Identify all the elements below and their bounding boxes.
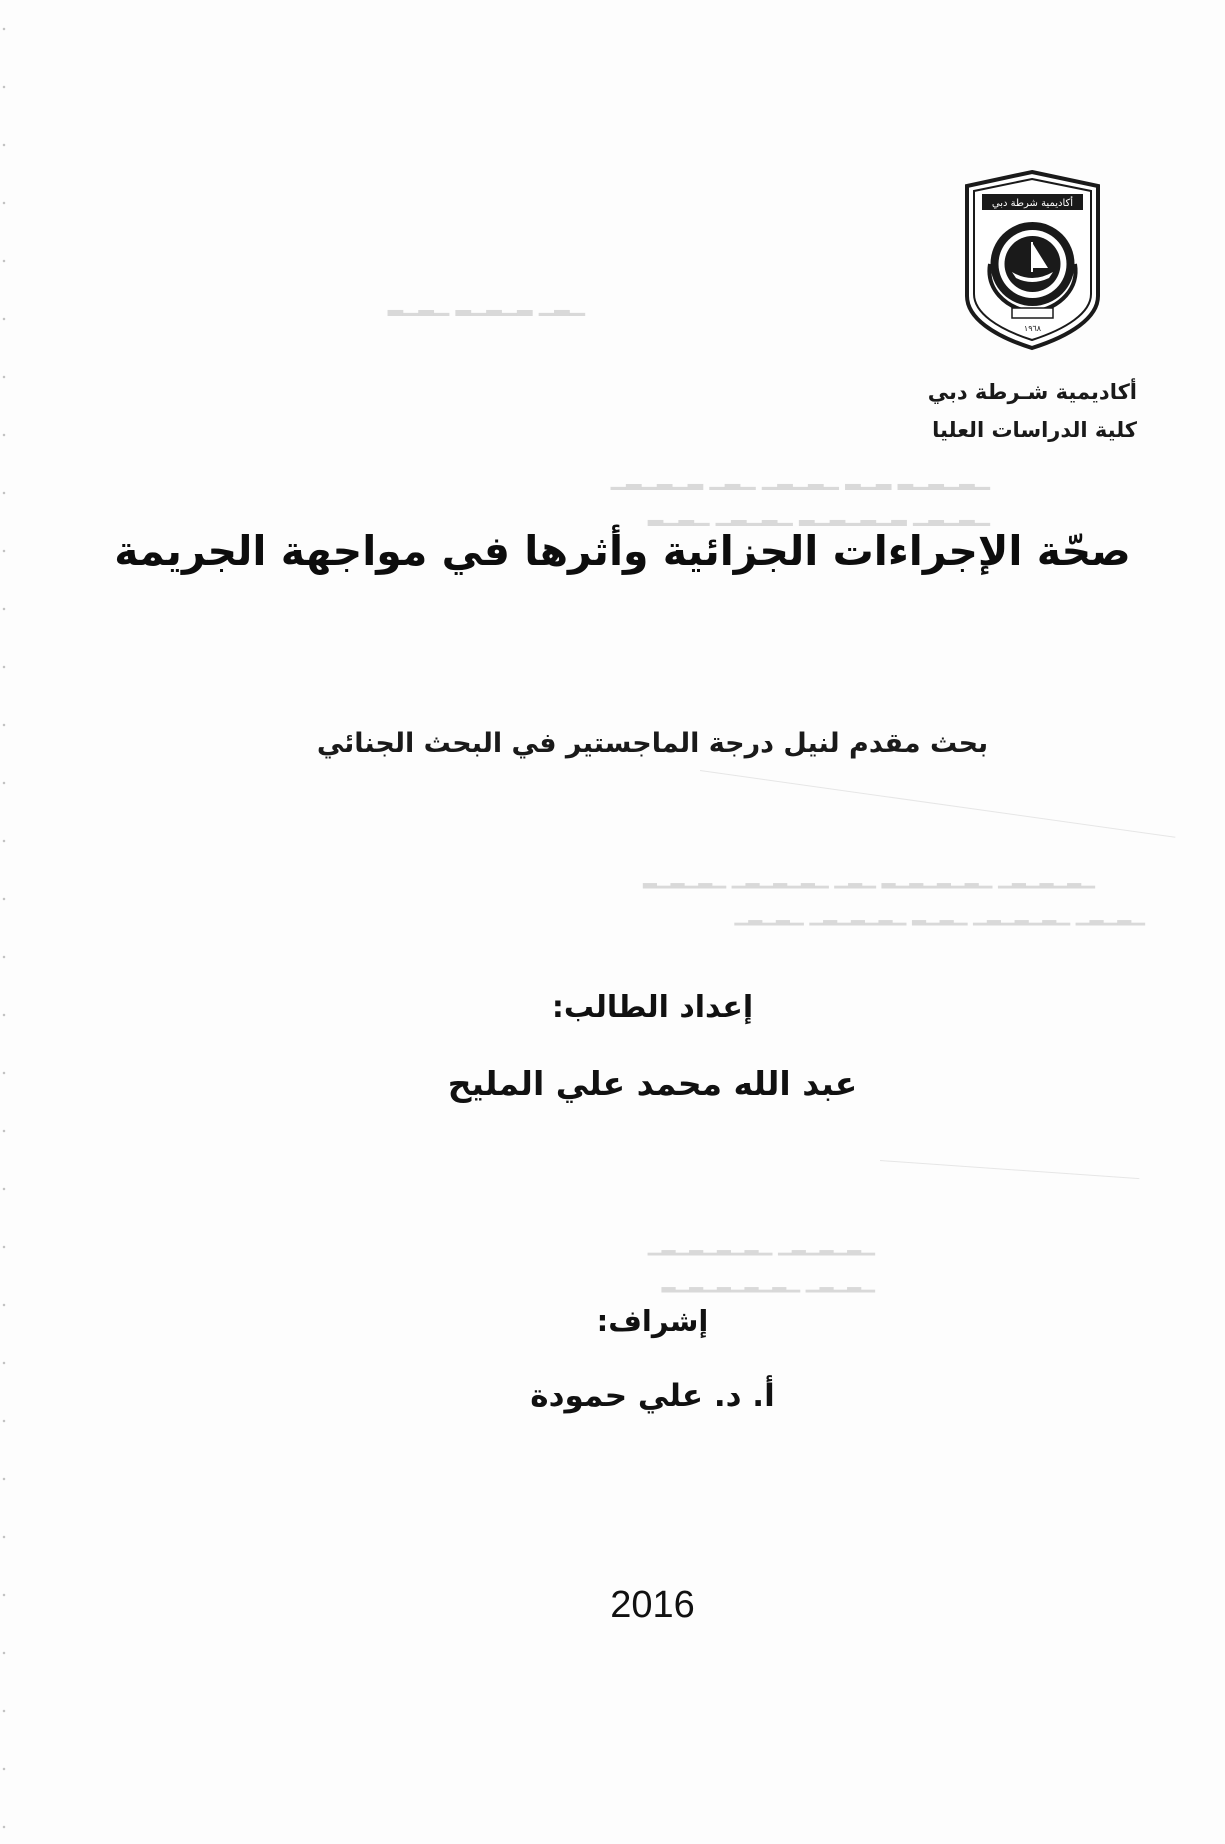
paper-scuff: [880, 1160, 1139, 1179]
paper-scuff: [700, 770, 1175, 838]
dubai-police-academy-emblem-icon: [960, 168, 1105, 351]
bleed-through-line: ▁▂▁▂▁▂▁ ▁▂▁▂▁▂▁▂ ▁▂▁ ▁▂▁▂▁▂▁ ▁▂▁▂▁▂: [642, 868, 1095, 889]
thesis-title: صحّة الإجراءات الجزائية وأثرها في مواجهة الجريمة: [114, 527, 1131, 575]
bleed-through-line: ▁▂▁ ▂▁▂▁▂ ▁▂▁▂: [387, 292, 585, 316]
supervision-label: إشراف:: [596, 1304, 709, 1338]
academy-name: أكاديمية شـرطة دبي: [927, 380, 1137, 404]
supervisor-name: أ. د. علي حمودة: [530, 1378, 775, 1414]
binding-edge-marks: [2, 0, 6, 1844]
emblem-top-text: أكاديمية شرطة دبي: [991, 198, 1074, 209]
prepared-by-label: إعداد الطالب:: [551, 990, 754, 1025]
bleed-through-line: ▁▂▁▂▁▂ ▂▁▂ ▁▂▁▂▁ ▁▂▁ ▂▁▂▁▂▁: [610, 466, 990, 490]
thesis-subtitle: بحث مقدم لنيل درجة الماجستير في البحث الجنائي: [316, 728, 989, 759]
bleed-through-line: ▁▂▁▂▁ ▁▂▁▂▁▂▁▂▁▂: [661, 1272, 875, 1293]
bleed-through-line: ▁▂▁▂▁▂▁ ▁▂▁▂▁▂▁▂▁: [647, 1235, 875, 1256]
bleed-through-line: ▁▂▁▂▁ ▁▂▁▂▁▂▁ ▁▂▁▂ ▁▂▁▂▁▂▁ ▁▂▁▂▁: [734, 905, 1145, 926]
emblem-year-text: ١٩٦٨: [1023, 324, 1042, 333]
publication-year: 2016: [610, 1584, 695, 1626]
college-name: كلية الدراسات العليا: [932, 418, 1137, 442]
bleed-through-line: ▁▂▁▂▁ ▂▁▂▁▂▁▂ ▁▂▁▂▁ ▁▂▁▂: [647, 502, 990, 526]
student-name: عبد الله محمد علي المليح: [447, 1064, 858, 1103]
